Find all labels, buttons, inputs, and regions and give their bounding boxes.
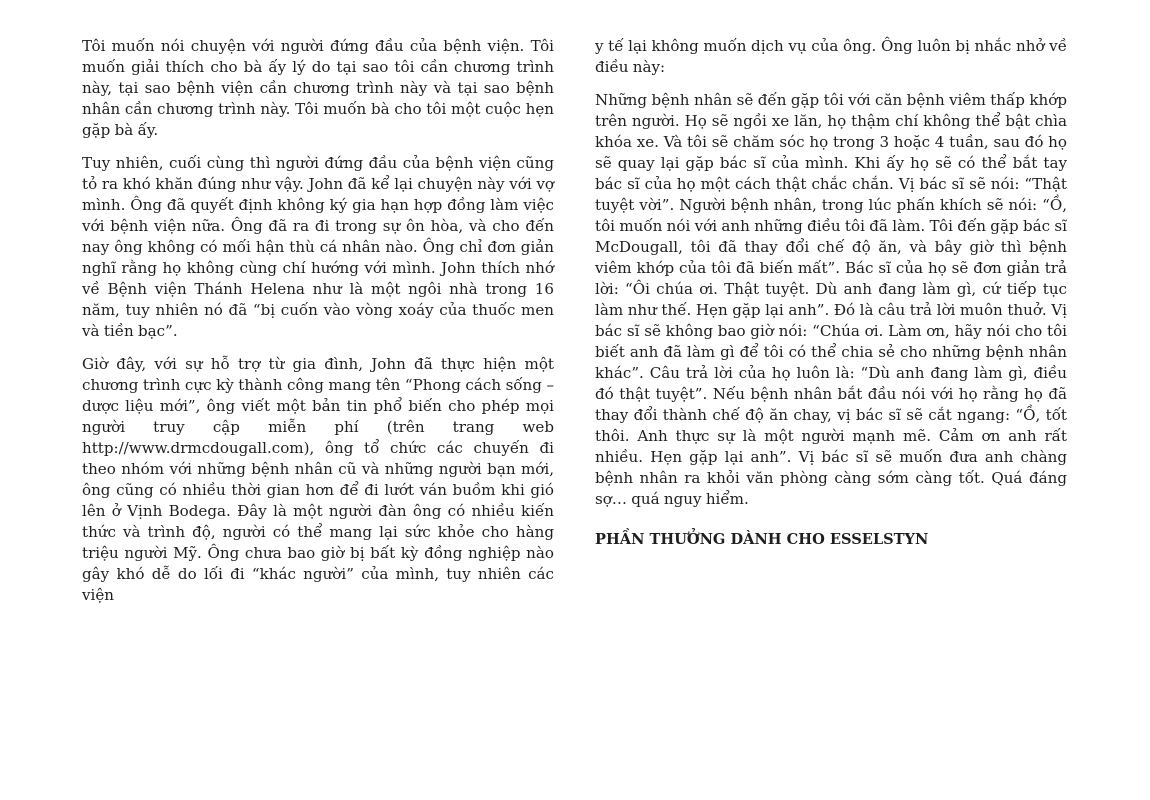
- quoted-block-paragraph: Những bệnh nhân sẽ đến gặp tôi với căn bệnh viêm thấp khớp trên người. Họ sẽ ngồi xe lăn, họ thậm chí không thể bật chìa khóa xe. Và tôi sẽ chăm sóc họ trong 3 hoặc 4 tuần, sau đó họ sẽ quay lại gặp bác sĩ của mình. Khi ấy họ sẽ có thể bắt tay bác sĩ của họ một cách thật chắc chắn. Vị bác sĩ sẽ nói: “Thật tuyệt vời”. Người bệnh nhân, trong lúc phấn khích sẽ nói: “Ồ, tôi muốn nói với anh những điều tôi đã làm. Tôi đến gặp bác sĩ McDougall, tôi đã thay đổi chế độ ăn, và bây giờ thì bệnh viêm khớp của tôi đã biến mất”. Bác sĩ của họ sẽ đơn giản trả lời: “Ôi chúa ơi. Thật tuyệt. Dù anh đang làm gì, cứ tiếp tục làm như thế. Hẹn gặp lại anh”. Đó là câu trả lời muôn thuở. Vị bác sĩ sẽ không bao giờ nói: “Chúa ơi. Làm ơn, hãy nói cho tôi biết anh đã làm gì để tôi có thể chia sẻ cho những bệnh nhân khác”. Câu trả lời của họ luôn là: “Dù anh đang làm gì, điều đó thật tuyệt”. Nếu bệnh nhân bắt đầu nói với họ rằng họ đã thay đổi thành chế độ ăn chay, vị bác sĩ sẽ cắt ngang: “Ồ, tốt thôi. Anh thực sự là một người mạnh mẽ. Cảm ơn anh rất nhiều. Hẹn gặp lại anh”. Vị bác sĩ sẽ muốn đưa anh chàng bệnh nhân ra khỏi văn phòng càng sớm càng tốt. Quá đáng sợ… quá nguy hiểm.: [595, 91, 1067, 508]
- body-paragraph: Giờ đây, với sự hỗ trợ từ gia đình, John đã thực hiện một chương trình cực kỳ thành công mang tên “Phong cách sống – dược liệu mới”, ông viết một bản tin phổ biến cho phép mọi người truy cập miễn phí (trên trang web http://www.drmcdougall.com), ông tổ chức các chuyến đi theo nhóm với những bệnh nhân cũ và những người bạn mới, ông cũng có nhiều thời gian hơn để đi lướt ván buồm khi gió lên ở Vịnh Bodega. Đây là một người đàn ông có nhiều kiến thức và trình độ, người có thể mang lại sức khỏe cho hàng triệu người Mỹ. Ông chưa bao giờ bị bất kỳ đồng nghiệp nào gây khó dễ do lối đi “khác người” của mình, tuy nhiên các viện: [82, 355, 554, 604]
- body-paragraph: Tuy nhiên, cuối cùng thì người đứng đầu của bệnh viện cũng tỏ ra khó khăn đúng như vậy. John đã kể lại chuyện này với vợ mình. Ông đã quyết định không ký gia hạn hợp đồng làm việc với bệnh viện nữa. Ông đã ra đi trong sự ôn hòa, và cho đến nay ông không có mối hận thù cá nhân nào. Ông chỉ đơn giản nghĩ rằng họ không cùng chí hướng với mình. John thích nhớ về Bệnh viện Thánh Helena như là một ngôi nhà trong 16 năm, tuy nhiên nó đã “bị cuốn vào vòng xoáy của thuốc men và tiền bạc”.: [82, 154, 554, 340]
- section-heading: PHẦN THƯỞNG DÀNH CHO ESSELSTYN: [595, 531, 929, 548]
- body-paragraph: Tôi muốn nói chuyện với người đứng đầu của bệnh viện. Tôi muốn giải thích cho bà ấy lý do tại sao tôi cần chương trình này, tại sao bệnh viện cần chương trình này và tại sao bệnh nhân cần chương trình này. Tôi muốn bà cho tôi một cuộc hẹn gặp bà ấy.: [82, 37, 554, 139]
- body-paragraph: y tế lại không muốn dịch vụ của ông. Ông luôn bị nhắc nhở về điều này:: [595, 37, 1067, 76]
- left-text-column: [82, 36, 554, 606]
- right-text-column: [595, 36, 1067, 550]
